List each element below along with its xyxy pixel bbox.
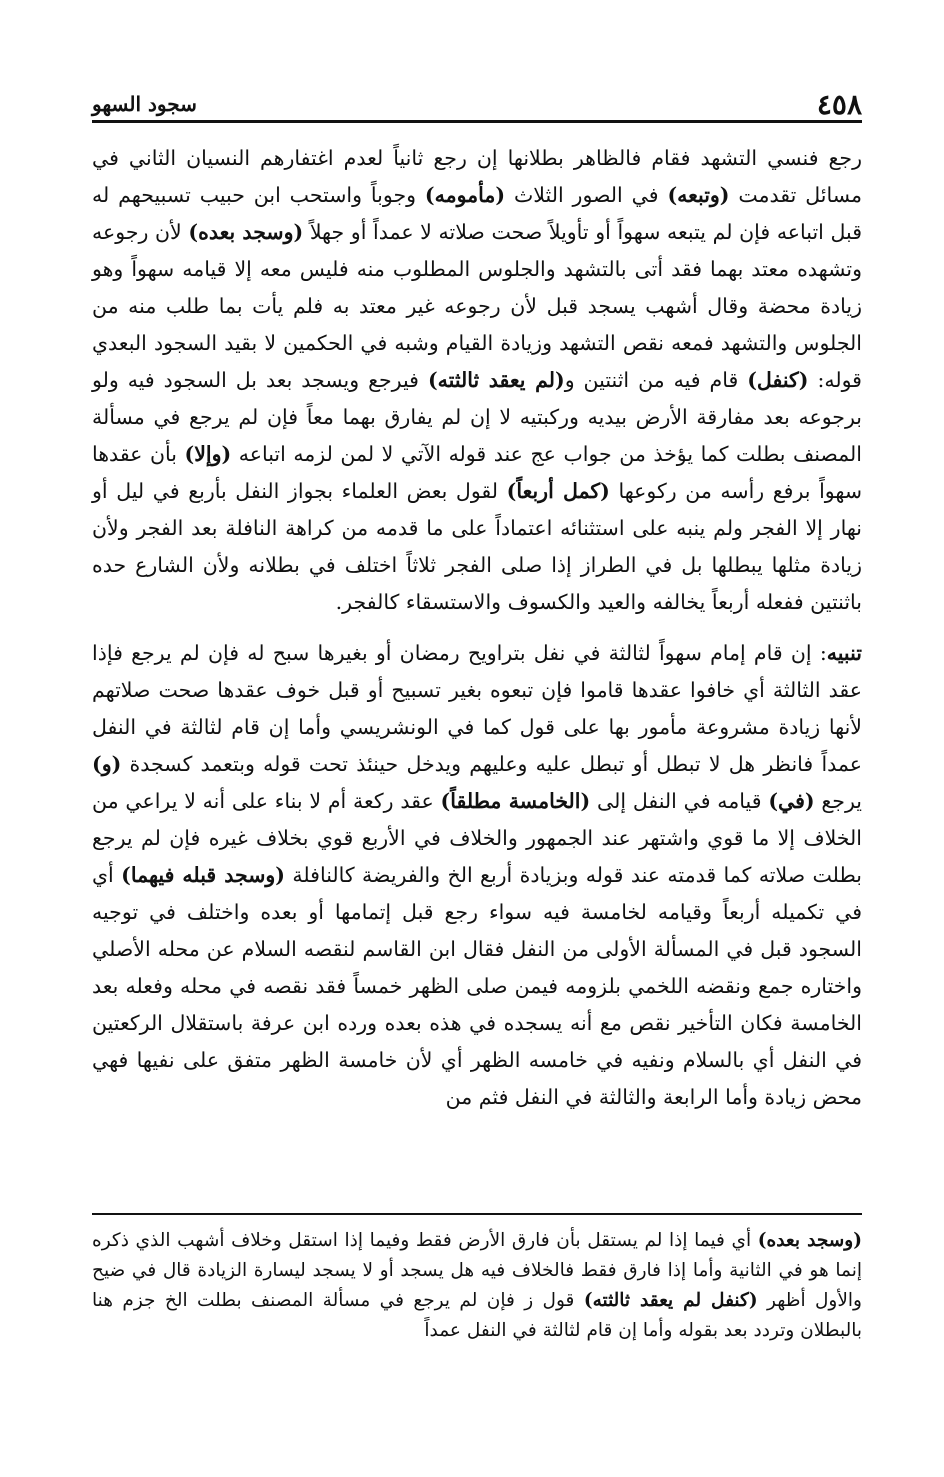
text-run: فيرجع ويسجد بعد بل السجود فيه ولو برجوعه بعد مفارقة الأرض بيديه وركبتيه لا إن لم يفارق بهما معاً فإن لم يرجع في مسألة المصنف بطلت كما يؤخذ من جواب عج عند قوله الآتي لا لمن لزمه اتباعه (92, 368, 862, 466)
bold-text-run: (الخامسة مطلقاً) (440, 789, 591, 813)
bold-text-run: (وسجد بعده) (757, 1230, 862, 1251)
bold-text-run: (كنفل لم يعقد ثالثته) (583, 1290, 758, 1311)
bold-text-run: (و) (92, 752, 122, 776)
text-run: رجع فنسي التشهد فقام فالظاهر بطلانها إن رجع ثانياً لعدم اغتفارهم النسيان الثاني في مسائل تقدمت (92, 146, 862, 207)
bold-text-run: (مأمومه) (424, 183, 506, 207)
text-run: لقول بعض العلماء بجواز النفل بأربع في ليل أو نهار إلا الفجر ولم ينبه على استثنائه اعتماداً على ما قدمه من كراهة النافلة بعد الفجر ولأن زيادة مثلها يبطلها بل في الطراز إذا صلى الفجر ثلاثاً اختلف في بطلانه ولأن الشارع حده باثنتين ففعله أربعاً يخالفه والعيد والكسوف والاستسقاء كالفجر. (92, 479, 862, 614)
text-run: : إن قام إمام سهواً لثالثة في نفل بتراويح رمضان أو بغيرها سبح له فإن لم يرجع فإذا عقد الثالثة أي خافوا عقدها قاموا فإن تبعوه بغير تسبيح أو قبل خوف عقدها صحت صلاتهم لأنها زيادة مشروعة مأمور بها على قول كما في الونشريسي وأما إن قام لثالثة في النفل عمداً فانظر هل لا تبطل أو تبطل عليه وعليهم ويدخل حينئذ تحت قوله وبتعمد كسجدة (92, 641, 862, 776)
text-run: قام فيه من اثنتين و (564, 368, 748, 392)
text-run: قول ز فإن لم يرجع في مسألة المصنف بطلت الخ جزم هنا بالبطلان وتردد بعد بقوله وأما إن قام لثالثة في النفل عمداً (92, 1290, 862, 1341)
page-number: ٤٥٨ (816, 88, 862, 121)
bold-text-run: (وإلا) (184, 442, 232, 466)
header-rule (92, 120, 862, 123)
footnote-rule (92, 1213, 862, 1215)
paragraph-1 (92, 140, 862, 621)
text-run: أي فيما إذا لم يستقل بأن فارق الأرض فقط وفيما إذا استقل وخلاف أشهب الذي ذكره إنما هو في الثانية وأما إذا فارق فقط فالخلاف فيه هل يسجد أو لا يسجد ليسارة الزيادة قال في ضيح والأول أظهر (92, 1230, 862, 1311)
text-run: أي في تكميله أربعاً وقيامه لخامسة فيه سواء رجع قبل إتمامها أو بعده واختلف في توجيه السجود قبل في المسألة الأولى من النفل فقال ابن القاسم لنقصه السلام عن محله الأصلي واختاره جمع ونقضه اللخمي بلزومه فيمن صلى الظهر خمساً فقد نقصه في محله وفعله بعد الخامسة فكان التأخير نقص مع أنه يسجده في هذه بعده ورده ابن عرفة باستقلال الركعتين في النفل أي بالسلام ونفيه في خامسه الظهر أي لأن خامسة الظهر متفق على نفيها فهي محض زيادة وأما الرابعة والثالثة في النفل فثم من (92, 863, 862, 1109)
bold-text-run: (كنفل) (747, 368, 809, 392)
bold-text-run: (كمل أربعاً) (506, 479, 610, 503)
page-header (92, 82, 862, 126)
text-run: قيامه في النفل إلى (590, 789, 769, 813)
paragraph-2 (92, 635, 862, 1116)
text-run: عقد ركعة أم لا بناء على أنه لا يراعي من الخلاف إلا ما قوي واشتهر عند الجمهور والخلاف في الأربع قوي بخلاف غيره فإن لم يرجع بطلت صلاته كما قدمته عند قوله وبزيادة أربع الخ والفريضة كالنافلة (92, 789, 862, 887)
running-title: سجود السهو (92, 92, 197, 116)
bold-text-run: تنبيه (826, 641, 862, 665)
text-run: يرجع (814, 789, 863, 813)
text-run: بأن عقدها سهواً برفع رأسه من ركوعها (92, 442, 863, 503)
bold-text-run: (في) (768, 789, 815, 813)
text-run: في الصور الثلاث (505, 183, 668, 207)
bold-text-run: (وسجد قبله فيهما) (121, 863, 285, 887)
bold-text-run: (لم يعقد ثالثته) (427, 368, 565, 392)
bold-text-run: (وسجد بعده) (188, 220, 304, 244)
bold-text-run: (وتبعه) (667, 183, 730, 207)
text-run: لأن رجوعه وتشهده معتد بهما فقد أتى بالتشهد والجلوس المطلوب منه فليس معه إلا قيامه سهواً وهو زيادة محضة وقال أشهب يسجد قبل لأن رجوعه غير معتد به فلم يأت بما طلب منه من الجلوس والتشهد فمعه نقص التشهد وزيادة القيام وشبه في الحكمين لا بقيد السجود البعدي قوله: (92, 220, 862, 392)
footnote (92, 1226, 862, 1346)
main-text (92, 140, 862, 1116)
text-run: وجوباً واستحب ابن حبيب تسبيحهم له قبل اتباعه فإن لم يتبعه سهواً أو تأويلاً صحت صلاته لا عمداً أو جهلاً (92, 183, 863, 244)
